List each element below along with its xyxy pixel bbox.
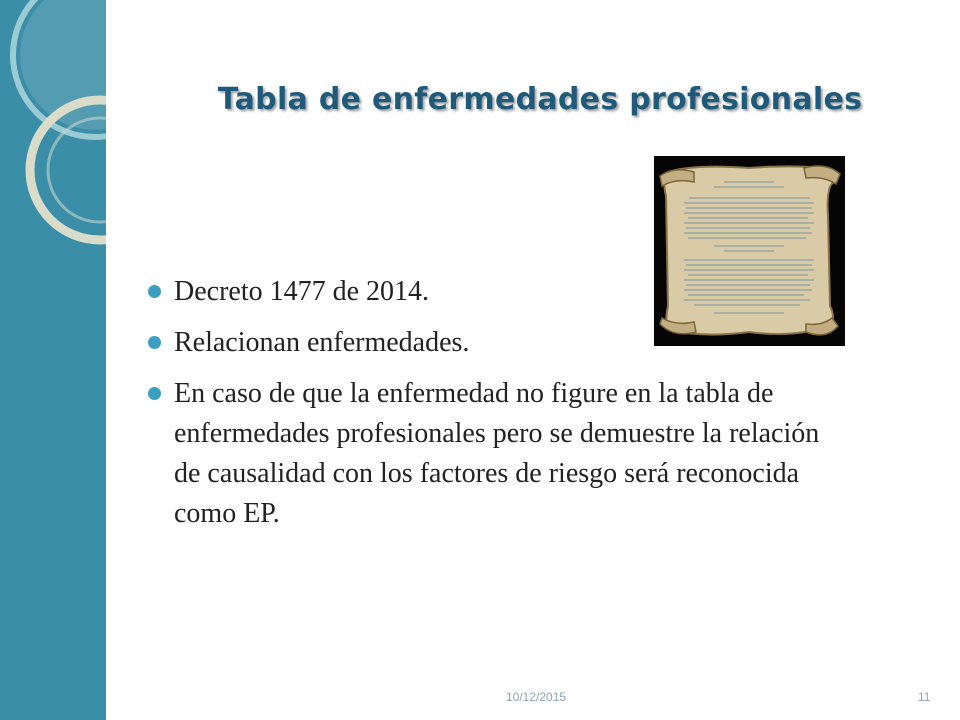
sidebar-panel	[0, 0, 106, 720]
bullet-text: Relacionan enfermedades.	[174, 327, 470, 358]
bullet-item	[148, 374, 848, 534]
slide-title: Tabla de enfermedades profesionales	[217, 82, 863, 117]
decorative-circles	[0, 0, 106, 720]
bullet-icon	[148, 387, 161, 400]
bullet-item	[148, 272, 848, 312]
bullet-icon	[148, 336, 161, 349]
footer-date: 10/12/2015	[506, 690, 567, 704]
bullet-text: Decreto 1477 de 2014.	[174, 276, 430, 307]
bullet-item	[148, 323, 848, 363]
bullet-list	[148, 272, 848, 545]
slide-number: 11	[918, 690, 931, 704]
bullet-icon	[148, 285, 161, 298]
bullet-text: En caso de que la enfermedad no figure en la tabla de enfermedades profesionales pero se demuestre la relación de causalidad con los factores de riesgo será reconocida como EP.	[174, 378, 820, 529]
